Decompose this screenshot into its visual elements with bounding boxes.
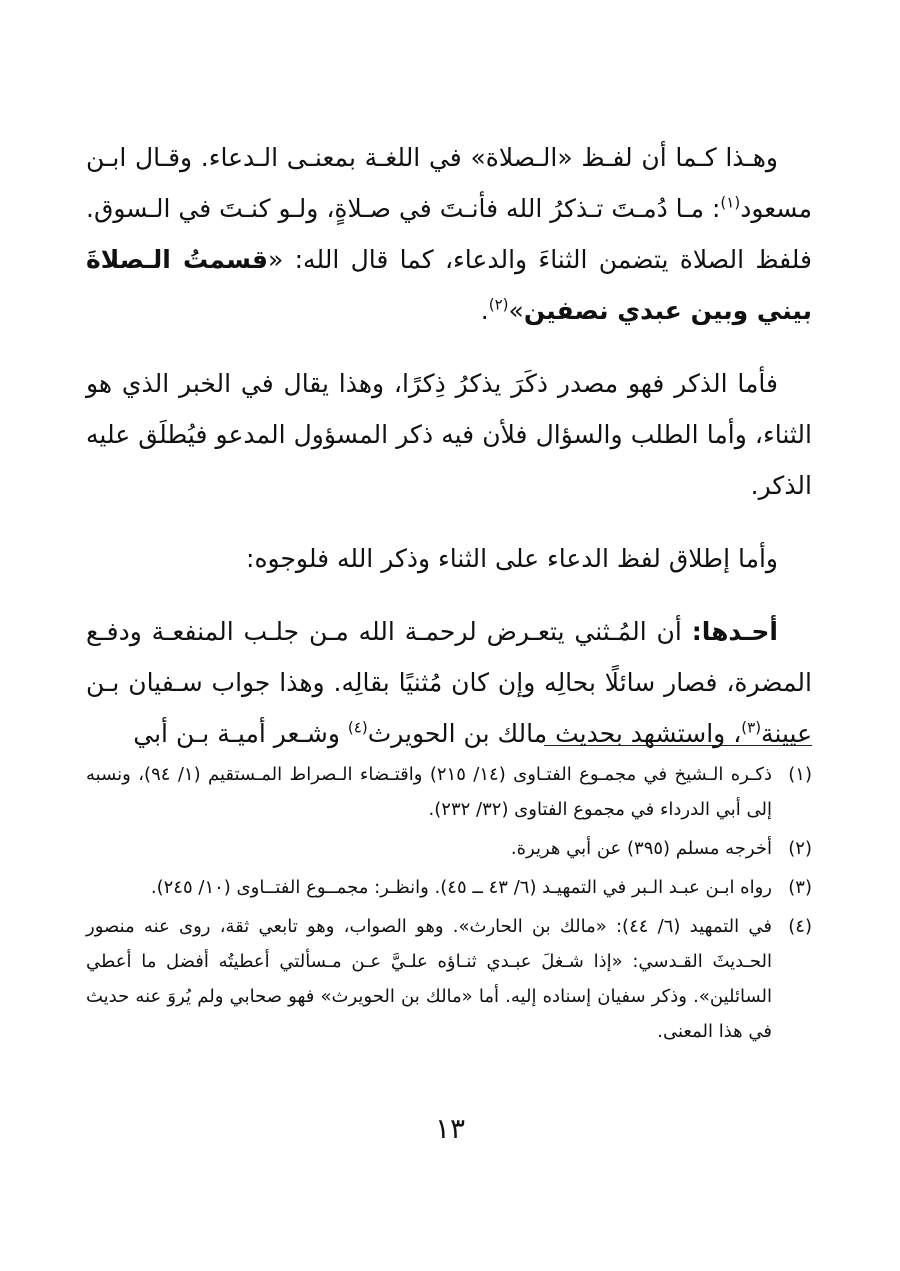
paragraph-first-reason: أحـدها: أن المُـثني يتعـرض لرحمـة الله مـن جلـب المنفعـة ودفـع المضرة، فصار سائلًا بحالِه وإن كان مُثنيًا بقالِه. وهذا جواب سـفيان بـن عيينة$^{(٣)}$، واستشهد بحديث مالك بن الحويرث$^{(٤)}$ وشـعر أميـة بـن أبي xyxy=(86,617,812,748)
footnote-number: (٣) xyxy=(788,877,812,898)
footnotes xyxy=(86,757,812,1053)
first-reason-lead: أحـدها: xyxy=(691,617,778,646)
paragraph-dhikr: فأما الذكر فهو مصدر ذكَرَ يذكرُ ذِكرًا، وهذا يقال في الخبر الذي هو الثناء، وأما الطلب والسؤال فلأن فيه ذكر المسؤول المدعو فيُطلَق عليه الذكر. xyxy=(86,369,812,500)
footnote-ref-1[interactable]: (١) xyxy=(720,193,741,212)
footnote-number: (١) xyxy=(788,764,812,785)
footnote-2 xyxy=(86,831,812,866)
footnote-divider xyxy=(544,745,812,746)
footnote-ref-2[interactable]: (٢) xyxy=(488,295,509,314)
footnote-text: في التمهيد (٦/ ٤٤): «مالك بن الحارث». وهو الصواب، وهو تابعي ثقة، روى عنه منصور الحـديثَ القـدسي: «إذا شـغلَ عبـدي ثنـاؤه علـيَّ عـن مـسألتي أعطيتُه أفضل ما أعطي السائلين». وذكر سفيان إسناده إليه. أما «مالك بن الحويرث» فهو صحابي ولم يُروَ عنه حديث في هذا المعنى. xyxy=(86,916,773,1042)
footnote-1 xyxy=(86,757,812,827)
paragraph-reasons-intro: وأما إطلاق لفظ الدعاء على الثناء وذكر الله فلوجوه: xyxy=(246,544,778,573)
footnote-text: أخرجه مسلم (٣٩٥) عن أبي هريرة. xyxy=(510,838,772,859)
footnote-number: (٢) xyxy=(788,838,812,859)
footnote-text: رواه ابـن عبـد الـبر في التمهيـد (٦/ ٤٣ ــ ٤٥). وانظـر: مجمــوع الفتــاوى (١٠/ ٢٤٥). xyxy=(150,877,772,898)
main-text xyxy=(86,132,812,759)
paragraph-salat-meaning: وهـذا كـما أن لفـظ «الـصلاة» في اللغـة بمعنـى الـدعاء. وقـال ابـن مسعود$^{(١)}$: مـا دُمـتَ تـذكرُ الله فأنـتَ في صـلاةٍ، ولـو كنـتَ في الـسوق. فلفظ الصلاة يتضمن الثناءَ والدعاء، كما قال الله: «قسمتُ الـصلاةَ بيني وبين عبدي نصفين»$^{(٢)}$. xyxy=(86,143,812,325)
footnote-ref-4[interactable]: (٤) xyxy=(347,718,368,737)
footnote-4 xyxy=(86,909,812,1049)
footnote-3 xyxy=(86,870,812,905)
hadith-quote: قسمتُ الـصلاةَ بيني وبين عبدي نصفين xyxy=(86,245,812,325)
footnote-text: ذكـره الـشيخ في مجمـوع الفتـاوى (١٤/ ٢١٥) واقتـضاء الـصراط المـستقيم (١/ ٩٤)، ونسبه إلى أبي الدرداء في مجموع الفتاوى (٣٢/ ٢٣٢). xyxy=(86,764,772,820)
page-number: ١٣ xyxy=(434,1112,466,1145)
footnote-ref-3[interactable]: (٣) xyxy=(741,718,762,737)
footnote-number: (٤) xyxy=(788,916,812,937)
